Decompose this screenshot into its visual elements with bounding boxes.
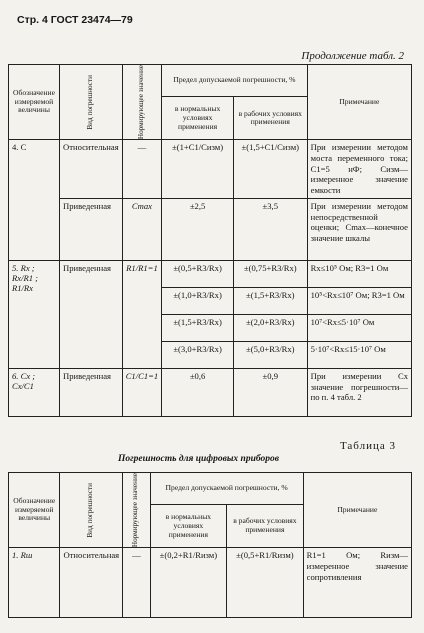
table-row-norm: R1/R1=1 (122, 260, 162, 368)
table-row-note: 10⁵<Rx≤10⁷ Ом; R3=1 Ом (307, 287, 411, 314)
table-row-normal: ±(1,5+R3/Rx) (162, 314, 234, 341)
table-row-note: Rx≤10⁵ Ом; R3=1 Ом (307, 260, 411, 287)
table-row-note: R1=1 Ом; Rизм—измеренное значение сопротивления (303, 548, 411, 618)
table-row-normal: ±(3,0+R3/Rx) (162, 341, 234, 368)
col-normal: в нормальных условиях применения (162, 97, 234, 140)
table-row-working: ±(0,75+R3/Rx) (233, 260, 307, 287)
col-error-type: Вид погрешности (85, 74, 94, 130)
col-normalizing: Нормирующее значение (131, 473, 140, 548)
table-row-normal: ±2,5 (162, 198, 234, 260)
table-row-note: 10⁷<Rx≤5·10⁷ Ом (307, 314, 411, 341)
col-working: в рабочих условиях применения (227, 505, 304, 548)
table-row-normal: ±0,6 (162, 368, 234, 416)
table-row-qty: 6. Cx ; Cx/C1 (9, 368, 60, 416)
table-row-type: Относительная (60, 140, 123, 199)
table-2 (8, 64, 412, 417)
table-row-working: ±0,9 (233, 368, 307, 416)
col-normal: в нормальных условиях применения (150, 505, 227, 548)
table-row-working: ±(2,0+R3/Rx) (233, 314, 307, 341)
table-row-norm: — (122, 140, 162, 199)
table-row-working: ±(1,5+R3/Rx) (233, 287, 307, 314)
col-error-type: Вид погрешности (86, 482, 95, 538)
table-row-norm: C1/C1=1 (122, 368, 162, 416)
table-row-normal: ±(0,5+R3/Rx) (162, 260, 234, 287)
table-row-type: Относительная (60, 548, 123, 618)
table-row-norm: Cmax (122, 198, 162, 260)
table-row-normal: ±(1+C1/Cизм) (162, 140, 234, 199)
table-3 (8, 472, 412, 618)
table-row-qty: 4. C (9, 140, 60, 199)
col-note: Примечание (303, 473, 411, 548)
col-limit: Предел допускаемой погрешности, % (162, 65, 307, 97)
table-row-normal: ±(1,0+R3/Rx) (162, 287, 234, 314)
table-row-type: Приведенная (60, 368, 123, 416)
col-quantity: Обозначение измеряемой величины (9, 473, 60, 548)
col-note: Примечание (307, 65, 411, 140)
table-row-note: При измерении Cx значение погрешности—по п. 4 табл. 2 (307, 368, 411, 416)
table-3-title: Погрешность для цифровых приборов (118, 454, 279, 464)
col-quantity: Обозначение измеряемой величины (9, 65, 60, 140)
table-row-working: ±(5,0+R3/Rx) (233, 341, 307, 368)
table-row-working: ±3,5 (233, 198, 307, 260)
table-row-note: 5·10⁷<Rx≤15·10⁷ Ом (307, 341, 411, 368)
col-normalizing: Нормирующее значение (137, 65, 145, 140)
col-limit: Предел допускаемой погрешности, % (150, 473, 303, 505)
table-3-label: Таблица 3 (339, 440, 396, 452)
table-row-qty: 5. Rx ; Rx/R1 ; R1/Rx (9, 260, 60, 368)
table-row-qty (9, 198, 60, 260)
table-row-qty: 1. Rш (9, 548, 60, 618)
continuation-label: Продолжение табл. 2 (301, 50, 404, 62)
table-row-note: При измерении методом моста переменного тока; C1=5 нФ; Cизм—измеренное значение емкости (307, 140, 411, 199)
table-row-working: ±(0,5+R1/Rизм) (227, 548, 304, 618)
table-row-type: Приведенная (60, 260, 123, 368)
col-working: в рабочих условиях применения (233, 97, 307, 140)
table-row-normal: ±(0,2+R1/Rизм) (150, 548, 227, 618)
table-row-working: ±(1,5+C1/Cизм) (233, 140, 307, 199)
table-row-type: Приведенная (60, 198, 123, 260)
page-header: Стр. 4 ГОСТ 23474—79 (17, 14, 133, 26)
table-row-note: При измерении методом непосредственной оценки; Cmax—конечное значение шкалы (307, 198, 411, 260)
table-row-norm: — (123, 548, 151, 618)
